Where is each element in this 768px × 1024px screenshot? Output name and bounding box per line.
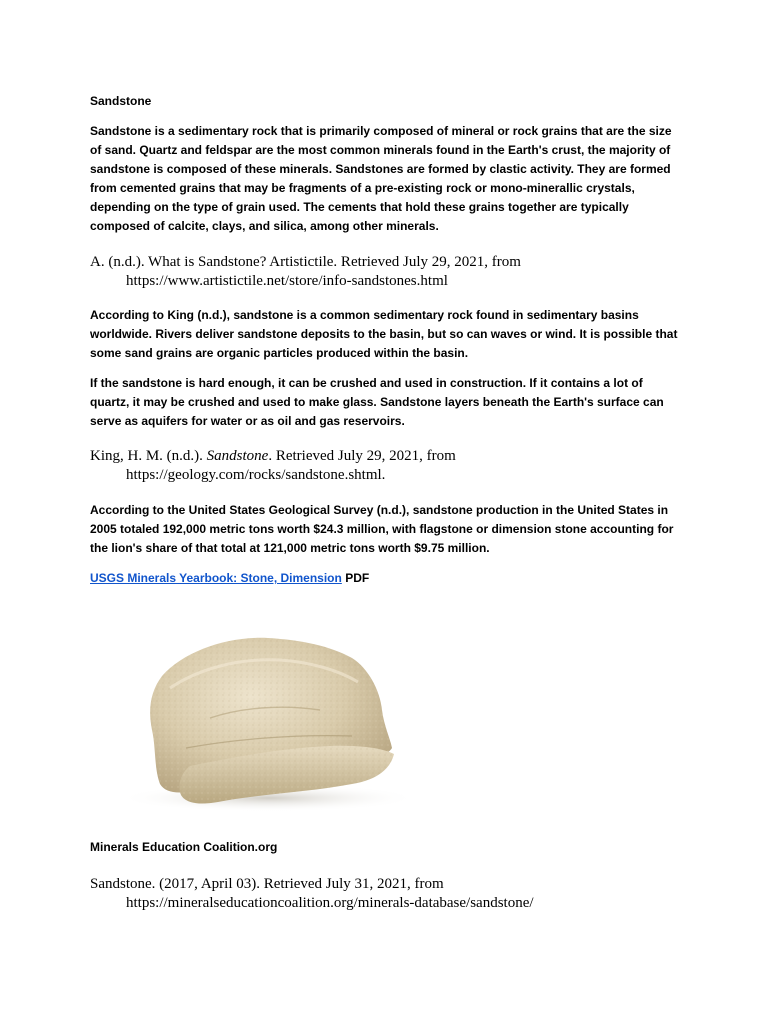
- reference-king-title: Sandstone: [206, 448, 269, 464]
- sandstone-rock-illustration: [90, 598, 426, 824]
- reference-mec-url: https://mineralseducationcoalition.org/minerals-database/sandstone/: [126, 895, 534, 911]
- reference-king-line1: [90, 447, 680, 466]
- paragraph-usgs: According to the United States Geological Survey (n.d.), sandstone production in the United States in 2005 totaled 192,000 metric tons worth $24.3 million, with flagstone or dimension stone accounting for the lion's share of that total at 121,000 metric tons worth $9.75 million.: [90, 503, 674, 555]
- paragraph-king: According to King (n.d.), sandstone is a common sedimentary rock found in sedimentary basins worldwide. Rivers deliver sandstone deposits to the basin, but so can waves or wind. It is possible that some sand grains are organic particles produced within the basin.: [90, 308, 678, 360]
- pdf-label: PDF: [345, 571, 370, 585]
- paragraph-definition: Sandstone is a sedimentary rock that is primarily composed of mineral or rock grains that are the size of sand. Quartz and feldspar are the most common minerals found in the Earth's crust, the majority of sandstone is composed of these minerals. Sandstones are formed by clastic activity. They are formed from cemented grains that may be fragments of a pre-existing rock or mono-minerallic crystals, depending on the type of grain used. The cements that hold these grains together are typically composed of calcite, clays, and silica, among other minerals.: [90, 124, 672, 233]
- reference-king: [90, 447, 680, 485]
- reference-mec: [90, 875, 680, 913]
- usgs-link-line: [90, 569, 680, 588]
- reference-king-rest: . Retrieved July 29, 2021, from: [268, 448, 456, 464]
- image-source-caption: Minerals Education Coalition.org: [90, 840, 278, 854]
- heading-sandstone: Sandstone: [90, 94, 152, 108]
- paragraph-uses: If the sandstone is hard enough, it can be crushed and used in construction. If it contains a lot of quartz, it may be crushed and used to make glass. Sandstone layers beneath the Earth's surface can serve as aquifers for water or as oil and gas reservoirs.: [90, 376, 664, 428]
- reference-king-author: King, H. M. (n.d.).: [90, 448, 203, 464]
- sandstone-rock-image: [90, 598, 426, 824]
- usgs-yearbook-link[interactable]: USGS Minerals Yearbook: Stone, Dimension: [90, 571, 342, 585]
- reference-mec-line1: Sandstone. (2017, April 03). Retrieved July 31, 2021, from: [90, 876, 444, 892]
- reference-king-url: https://geology.com/rocks/sandstone.shtml.: [126, 467, 386, 483]
- reference-artistictile-url: https://www.artistictile.net/store/info-sandstones.html: [126, 273, 448, 289]
- reference-artistictile: [90, 253, 680, 291]
- reference-artistictile-line1: A. (n.d.). What is Sandstone? Artistictile. Retrieved July 29, 2021, from: [90, 254, 521, 270]
